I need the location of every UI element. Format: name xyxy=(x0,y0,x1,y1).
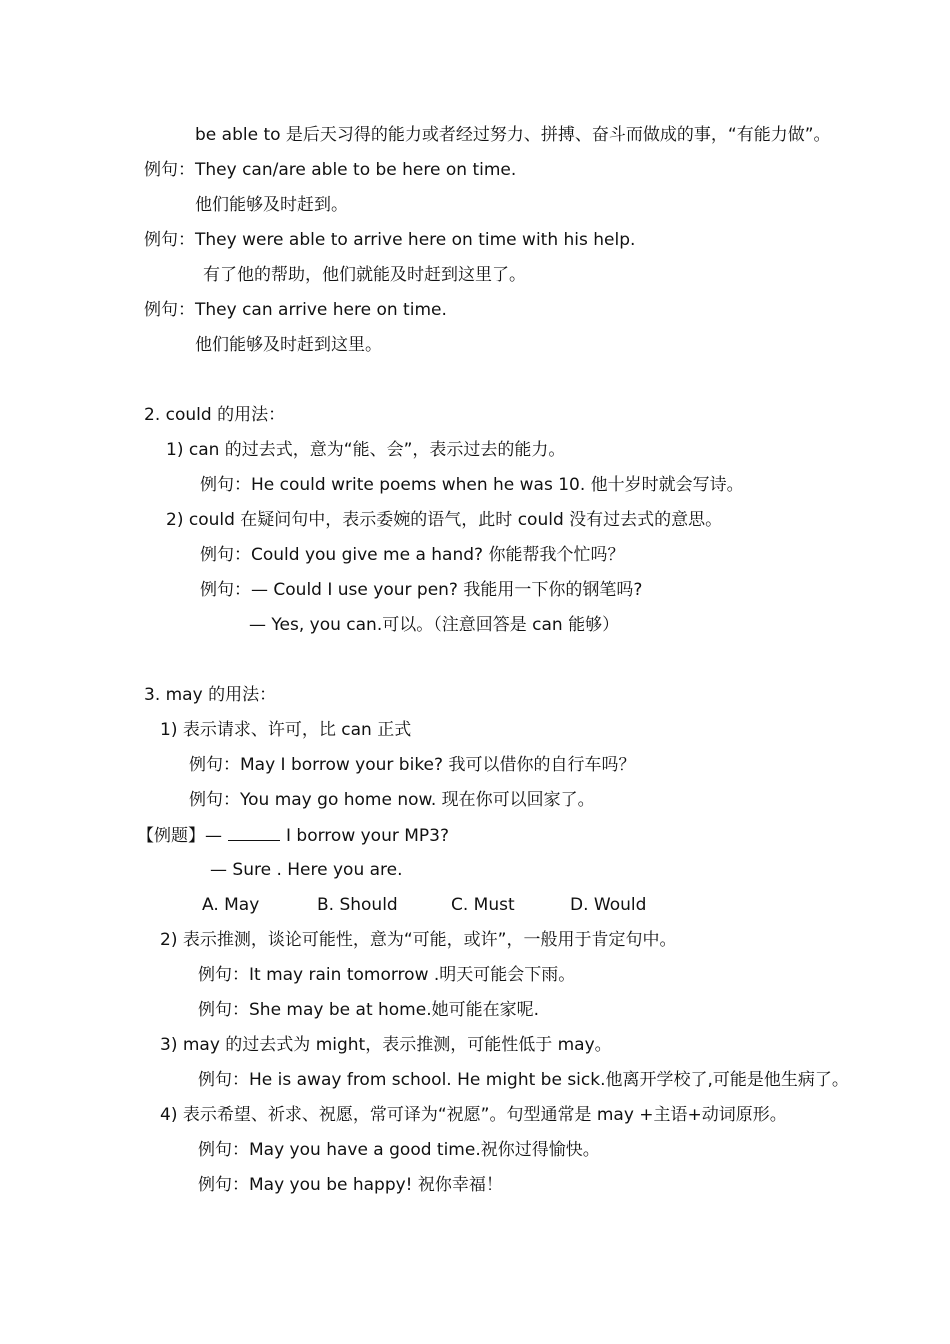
example-sentence: 例句：Could you give me a hand? 你能帮我个忙吗？ xyxy=(200,545,625,565)
example-sentence: 例句：She may be at home.她可能在家呢. xyxy=(198,1000,540,1020)
option-c: C. Must xyxy=(451,895,515,915)
be-able-to-definition: be able to 是后天习得的能力或者经过努力、拼搏、奋斗而做成的事，“有能力做”。 xyxy=(195,125,831,145)
may-section-heading: 3. may 的用法： xyxy=(144,685,277,705)
example-sentence: 例句：He could write poems when he was 10. 他十岁时就会写诗。 xyxy=(200,475,744,495)
example-sentence: 例句：May I borrow your bike? 我可以借你的自行车吗？ xyxy=(189,755,636,775)
could-usage-1: 1) can 的过去式，意为“能、会”，表示过去的能力。 xyxy=(166,440,566,460)
example-reply: — Yes, you can.可以。（注意回答是 can 能够） xyxy=(249,615,620,635)
example-sentence: 例句：They can/are able to be here on time. xyxy=(144,160,517,180)
example-sentence: 例句：It may rain tomorrow .明天可能会下雨。 xyxy=(198,965,576,985)
may-usage-4: 4) 表示希望、祈求、祝愿，常可译为“祝愿”。句型通常是 may +主语+动词原形。 xyxy=(160,1105,787,1125)
quiz-question xyxy=(137,824,449,846)
example-sentence: 例句：They can arrive here on time. xyxy=(144,300,447,320)
example-sentence: 例句：He is away from school. He might be sick.他离开学校了,可能是他生病了。 xyxy=(198,1070,849,1090)
example-sentence: 例句：May you have a good time.祝你过得愉快。 xyxy=(198,1140,600,1160)
example-sentence: 例句：May you be happy! 祝你幸福！ xyxy=(198,1175,503,1195)
example-sentence: 例句：You may go home now. 现在你可以回家了。 xyxy=(189,790,595,810)
example-sentence: 例句：They were able to arrive here on time with his help. xyxy=(144,230,636,250)
may-usage-3: 3) may 的过去式为 might，表示推测，可能性低于 may。 xyxy=(160,1035,612,1055)
may-usage-1: 1) 表示请求、许可，比 can 正式 xyxy=(160,720,412,740)
could-usage-2: 2) could 在疑问句中，表示委婉的语气，此时 could 没有过去式的意思。 xyxy=(166,510,723,530)
quiz-reply: — Sure . Here you are. xyxy=(210,860,403,880)
option-a: A. May xyxy=(202,895,260,915)
example-translation: 他们能够及时赶到。 xyxy=(195,195,348,215)
answer-blank xyxy=(228,824,280,841)
quiz-question-text: I borrow your MP3? xyxy=(286,826,450,846)
quiz-prefix: 【例题】— xyxy=(137,826,222,846)
may-usage-2: 2) 表示推测，谈论可能性，意为“可能，或许”，一般用于肯定句中。 xyxy=(160,930,677,950)
option-b: B. Should xyxy=(317,895,398,915)
example-translation: 有了他的帮助，他们就能及时赶到这里了。 xyxy=(203,265,526,285)
option-d: D. Would xyxy=(570,895,647,915)
could-section-heading: 2. could 的用法： xyxy=(144,405,286,425)
example-sentence: 例句：— Could I use your pen? 我能用一下你的钢笔吗? xyxy=(200,580,643,600)
example-translation: 他们能够及时赶到这里。 xyxy=(195,335,382,355)
